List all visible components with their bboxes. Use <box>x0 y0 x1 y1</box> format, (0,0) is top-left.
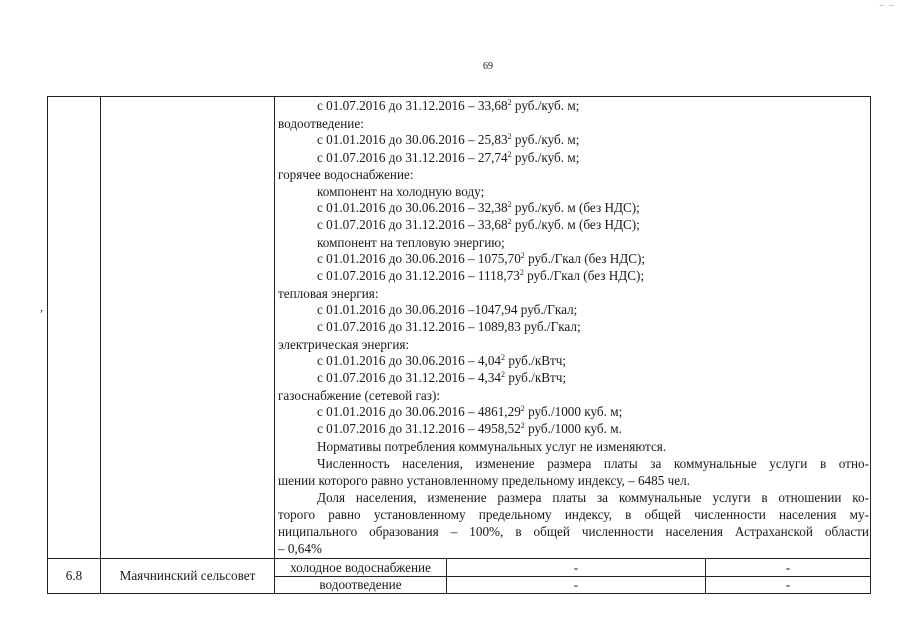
text-line: с 01.01.2016 до 30.06.2016 – 4,04$^2$ руб./кВтч; <box>317 353 567 368</box>
text-line: Нормативы потребления коммунальных услуг не изменяются. <box>317 439 667 454</box>
text-line: с 01.01.2016 до 30.06.2016 – 1075,70$^2$ руб./Гкал (без НДС); <box>317 251 646 266</box>
text-line: с 01.01.2016 до 30.06.2016 –1047,94 руб./Гкал; <box>317 302 578 317</box>
table-row-divider <box>47 558 871 559</box>
text-line: ниципального образования – 100%, в общей численности населения Астраханской области <box>278 524 869 539</box>
service-label: водоотведение <box>319 577 402 592</box>
text-line: горячее водоснабжение: <box>278 167 414 182</box>
text-line: с 01.07.2016 до 31.12.2016 – 4,34$^2$ руб./кВтч; <box>317 370 567 385</box>
text-line: – 0,64% <box>278 541 322 556</box>
text-line: торого равно установленному предельному индексу, в общей численности населения му- <box>278 507 869 522</box>
text-line: с 01.07.2016 до 31.12.2016 – 1089,83 руб./Гкал; <box>317 319 581 334</box>
text-line: водоотведение: <box>278 116 364 131</box>
scan-marks: – – <box>879 0 895 11</box>
scan-speck: , <box>40 300 43 314</box>
text-line: Численность населения, изменение размера платы за коммунальные услуги в отно- <box>317 456 869 471</box>
service-value: - <box>573 577 579 592</box>
text-line: Доля населения, изменение размера платы за коммунальные услуги в отношении ко- <box>317 490 869 505</box>
text-line: с 01.07.2016 до 31.12.2016 – 27,74$^2$ руб./куб. м; <box>317 150 580 165</box>
service-value: - <box>785 560 791 575</box>
text-line: компонент на холодную воду; <box>317 184 485 199</box>
table-right-border <box>870 96 871 594</box>
service-value: - <box>573 560 579 575</box>
table-bottom-border <box>47 593 871 594</box>
table-col-divider-2 <box>274 96 275 594</box>
text-line: с 01.07.2016 до 31.12.2016 – 4958,52$^2$ руб./1000 куб. м. <box>317 421 622 436</box>
text-line: тепловая энергия: <box>278 286 379 301</box>
municipality-name: Маячнинский сельсовет <box>119 568 256 583</box>
text-line: электрическая энергия: <box>278 337 410 352</box>
text-line: газоснабжение (сетевой газ): <box>278 388 441 403</box>
text-line: с 01.01.2016 до 30.06.2016 – 32,38$^2$ руб./куб. м (без НДС); <box>317 200 640 215</box>
page-number: 69 <box>483 61 493 72</box>
text-line: с 01.07.2016 до 31.12.2016 – 33,68$^2$ руб./куб. м; <box>317 98 580 113</box>
table-left-border <box>47 96 48 594</box>
text-line: с 01.01.2016 до 30.06.2016 – 25,83$^2$ руб./куб. м; <box>317 132 580 147</box>
service-value: - <box>785 577 791 592</box>
table-col-divider-1 <box>100 96 101 594</box>
text-line: с 01.01.2016 до 30.06.2016 – 4861,29$^2$ руб./1000 куб. м; <box>317 404 623 419</box>
text-line: шении которого равно установленному предельному индексу, – 6485 чел. <box>278 473 691 488</box>
text-line: компонент на тепловую энергию; <box>317 235 505 250</box>
table-top-border <box>47 96 871 97</box>
row-number: 6.8 <box>65 568 83 583</box>
service-label: холодное водоснабжение <box>290 560 431 575</box>
text-line: с 01.07.2016 до 31.12.2016 – 33,68$^2$ руб./куб. м (без НДС); <box>317 217 640 232</box>
text-line: с 01.07.2016 до 31.12.2016 – 1118,73$^2$ руб./Гкал (без НДС); <box>317 268 645 283</box>
